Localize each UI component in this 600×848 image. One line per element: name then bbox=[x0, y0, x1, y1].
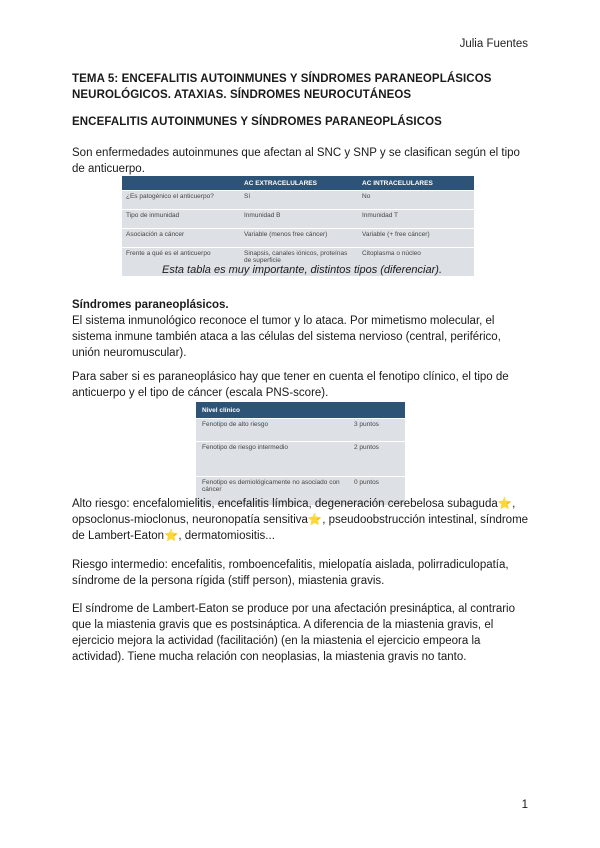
table-row bbox=[122, 229, 474, 248]
table-caption: Esta tabla es muy importante, distintos tipos (diferenciar). bbox=[161, 264, 442, 276]
table-header-row bbox=[196, 402, 405, 419]
lambert-eaton-paragraph: El síndrome de Lambert-Eaton se produce por una afectación presináptica, al contrario que la miastenia gravis que es postsináptica. A diferencia de la miastenia gravis, el ejercicio mejora la actividad (facilitación) (en la miastenia el ejercicio empeora la actividad). Tiene mucha relación con neoplasias, la miastenia gravis no tanto. bbox=[72, 603, 516, 663]
table-header-cell: Nivel clínico bbox=[196, 402, 405, 419]
table-header-cell bbox=[122, 176, 240, 191]
table-cell: Fenotipo de alto riesgo bbox=[196, 419, 348, 442]
table-row bbox=[196, 419, 405, 442]
table-cell: Inmunidad T bbox=[358, 210, 474, 229]
table-header-cell: AC EXTRACELULARES bbox=[240, 176, 358, 191]
section-subtitle: ENCEFALITIS AUTOINMUNES Y SÍNDROMES PARANEOPLÁSICOS bbox=[72, 116, 442, 128]
table-header-cell: AC INTRACELULARES bbox=[358, 176, 474, 191]
table-row bbox=[196, 442, 405, 477]
table-header-row bbox=[122, 176, 474, 191]
table-row bbox=[122, 191, 474, 210]
table-cell: Variable (menos free cáncer) bbox=[240, 229, 358, 248]
table-cell: No bbox=[358, 191, 474, 210]
table-cell: Variable (+ free cáncer) bbox=[358, 229, 474, 248]
table-cell: Tipo de inmunidad bbox=[122, 210, 240, 229]
section-paragraph: El sistema inmunológico reconoce el tumor y lo ataca. Por mimetismo molecular, el sistema inmune también ataca a las células del sistema nervioso (central, periférico, unión neuromuscular). bbox=[72, 315, 501, 359]
page-number: 1 bbox=[521, 799, 528, 811]
star-icon: ⭐ bbox=[164, 530, 179, 542]
clinical-level-table bbox=[196, 402, 405, 505]
table-row bbox=[122, 210, 474, 229]
antibody-table bbox=[122, 176, 474, 276]
intro-paragraph: Son enfermedades autoinmunes que afectan al SNC y SNP y se clasifican según el tipo de anticuerpo. bbox=[72, 147, 520, 175]
table-cell: Inmunidad B bbox=[240, 210, 358, 229]
table-cell: 3 puntos bbox=[348, 419, 405, 442]
star-icon: ⭐ bbox=[307, 514, 323, 526]
document-title: TEMA 5: ENCEFALITIS AUTOINMUNES Y SÍNDROMES PARANEOPLÁSICOS NEUROLÓGICOS. ATAXIAS. SÍNDROMES NEUROCUTÁNEOS bbox=[72, 73, 492, 101]
text-span: , pseudoobstrucción intestinal, síndrome de Lambert-Eaton bbox=[72, 514, 529, 542]
text-span: , opsoclonus-mioclonus, neuronopatía sensitiva bbox=[72, 498, 516, 526]
table-cell: Asociación a cáncer bbox=[122, 229, 240, 248]
table-cell: ¿Es patogénico el anticuerpo? bbox=[122, 191, 240, 210]
table-cell: 0 puntos bbox=[348, 477, 405, 506]
author-name: Julia Fuentes bbox=[459, 38, 528, 50]
table-cell: Fenotipo es demiológicamente no asociado con cáncer bbox=[196, 477, 348, 506]
text-span: , dermatomiositis... bbox=[178, 530, 275, 542]
text-span: Alto riesgo: encefalomielitis, encefalitis límbica, degeneración cerebelosa subaguda bbox=[72, 498, 498, 510]
paraneoplastic-section bbox=[72, 297, 532, 361]
table-cell: 2 puntos bbox=[348, 442, 405, 477]
table-cell: Fenotipo de riesgo intermedio bbox=[196, 442, 348, 477]
intermediate-risk-paragraph: Riesgo intermedio: encefalitis, romboencefalitis, mielopatía aislada, polirradiculopatía, síndrome de la persona rígida (stiff person), miastenia gravis. bbox=[72, 559, 509, 587]
star-icon: ⭐ bbox=[497, 498, 513, 510]
section-heading: Síndromes paraneoplásicos. bbox=[72, 299, 229, 311]
table-cell: Sinapsis, canales iónicos, proteínas de superficie bbox=[240, 248, 358, 277]
pns-score-paragraph: Para saber si es paraneoplásico hay que tener en cuenta el fenotipo clínico, el tipo de anticuerpo y el tipo de cáncer (escala PNS-score). bbox=[72, 371, 509, 399]
table-cell: Sí bbox=[240, 191, 358, 210]
table-cell: Frente a qué es el anticuerpo bbox=[122, 248, 240, 277]
high-risk-paragraph bbox=[72, 496, 532, 544]
table-cell: Citoplasma o núcleo bbox=[358, 248, 474, 277]
